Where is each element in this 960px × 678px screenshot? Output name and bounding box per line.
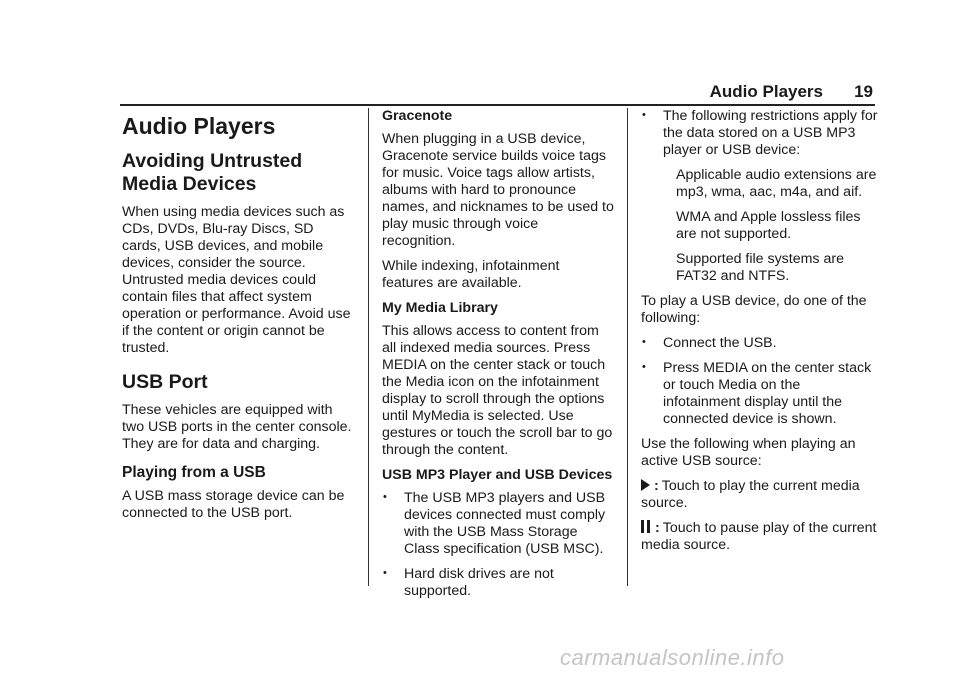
page-number: 19 [854, 82, 873, 101]
subheading-gracenote: Gracenote [382, 108, 453, 124]
paragraph-gracenote: When plugging in a USB device, Gracenote service builds voice tags for music. Voice tags allow artists, albums with hard to pronounce names, and nicknames to be used to play music through voice recognition. [382, 131, 614, 249]
sub-item: WMA and Apple lossless files are not supported. [676, 209, 861, 242]
subheading-usb-mp3: USB MP3 Player and USB Devices [382, 467, 613, 483]
watermark: carmanualsonline.info [560, 645, 785, 670]
paragraph-playing: A USB mass storage device can be connected to the USB port. [122, 488, 345, 521]
sub-item: Applicable audio extensions are mp3, wma, aac, m4a, and aif. [676, 167, 877, 200]
section-title: Audio Players [709, 82, 823, 101]
column-2 [382, 108, 614, 608]
paragraph-use-following: Use the following when playing an active USB source: [641, 436, 856, 469]
list-item: • Press MEDIA on the center stack or touch Media on the infotainment display until the connected device is shown. [641, 360, 879, 428]
pause-text: Touch to pause play of the current media source. [641, 520, 877, 553]
list-item-restrictions: • The following restrictions apply for the data stored on a USB MP3 player or USB device: [641, 108, 879, 159]
column-3 [641, 108, 879, 562]
play-icon [641, 479, 650, 491]
chapter-heading: Audio Players [122, 113, 276, 139]
pause-colon: : [655, 520, 660, 536]
paragraph-avoiding: When using media devices such as CDs, DVDs, Blu-ray Discs, SD cards, USB devices, and mobile devices, consider the source. Untrusted media devices could contain files that affect system operation or performance. Avoid use if the content or origin cannot be trusted. [122, 204, 351, 356]
play-colon: : [654, 478, 659, 494]
column-divider-2 [627, 108, 628, 586]
heading-avoiding-untrusted: Avoiding Untrusted Media Devices [122, 150, 303, 195]
list-item: • The USB MP3 players and USB devices connected must comply with the USB Mass Storage Class specification (USB MSC). [382, 490, 614, 558]
paragraph-to-play: To play a USB device, do one of the following: [641, 293, 867, 326]
paragraph-indexing: While indexing, infotainment features are available. [382, 258, 560, 291]
list-item: • Connect the USB. [641, 335, 879, 352]
play-text: Touch to play the current media source. [641, 478, 860, 511]
heading-usb-port: USB Port [122, 371, 208, 393]
list-item: • Hard disk drives are not supported. [382, 566, 614, 600]
pause-icon [641, 520, 651, 533]
play-description [641, 478, 879, 512]
paragraph-library: This allows access to content from all indexed media sources. Press MEDIA on the center stack or touch the Media icon on the infotainment display to scroll through the options until MyMedia is selected. Use gestures or touch the scroll bar to go through the content. [382, 323, 613, 458]
subheading-my-media-library: My Media Library [382, 300, 498, 316]
pause-description [641, 520, 879, 554]
column-1 [122, 108, 354, 530]
paragraph-usb-port: These vehicles are equipped with two USB ports in the center console. They are for data and charging. [122, 402, 352, 452]
page-header [120, 82, 875, 106]
sub-item: Supported file systems are FAT32 and NTFS. [676, 251, 844, 284]
heading-playing-usb: Playing from a USB [122, 464, 266, 481]
column-divider-1 [368, 108, 369, 586]
